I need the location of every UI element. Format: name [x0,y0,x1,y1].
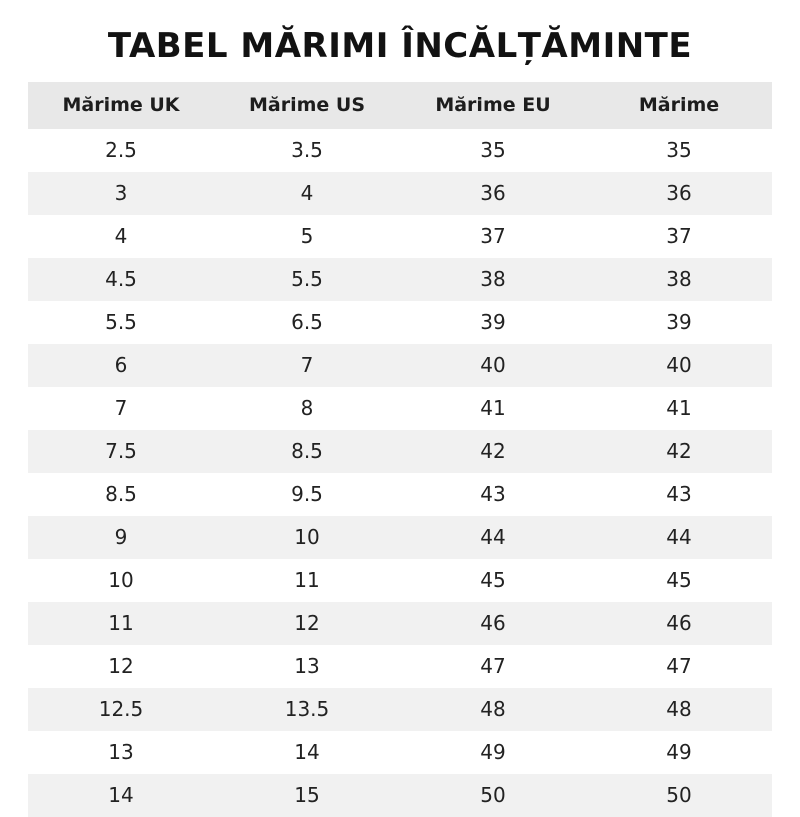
table-row [28,516,772,559]
table-cell: 6.5 [214,301,400,344]
table-cell: 39 [586,301,772,344]
table-cell: 42 [586,430,772,473]
table-cell: 14 [214,731,400,774]
table-cell: 45 [586,559,772,602]
size-table-container [28,82,772,817]
shoe-size-table [28,82,772,817]
table-row [28,172,772,215]
table-cell: 48 [586,688,772,731]
table-row [28,129,772,172]
table-cell: 8 [214,387,400,430]
table-cell: 35 [586,129,772,172]
table-cell: 47 [400,645,586,688]
table-cell: 50 [586,774,772,817]
table-cell: 13 [28,731,214,774]
table-cell: 45 [400,559,586,602]
table-cell: 41 [586,387,772,430]
table-cell: 38 [400,258,586,301]
table-header-row [28,82,772,129]
table-cell: 11 [28,602,214,645]
table-cell: 12 [214,602,400,645]
table-cell: 14 [28,774,214,817]
table-cell: 47 [586,645,772,688]
table-row [28,344,772,387]
table-cell: 37 [586,215,772,258]
table-cell: 5.5 [28,301,214,344]
table-cell: 38 [586,258,772,301]
table-cell: 4 [214,172,400,215]
table-row [28,473,772,516]
table-cell: 9.5 [214,473,400,516]
column-header-us: Mărime US [214,82,400,129]
table-cell: 7 [28,387,214,430]
table-cell: 15 [214,774,400,817]
table-header [28,82,772,129]
table-body [28,129,772,817]
table-cell: 41 [400,387,586,430]
table-cell: 13 [214,645,400,688]
column-header-size: Mărime [586,82,772,129]
table-cell: 11 [214,559,400,602]
table-cell: 3.5 [214,129,400,172]
table-cell: 4 [28,215,214,258]
table-cell: 10 [214,516,400,559]
table-row [28,774,772,817]
table-cell: 46 [400,602,586,645]
table-cell: 8.5 [28,473,214,516]
table-cell: 36 [400,172,586,215]
table-row [28,602,772,645]
table-cell: 35 [400,129,586,172]
table-cell: 5 [214,215,400,258]
table-cell: 49 [400,731,586,774]
table-cell: 44 [586,516,772,559]
table-cell: 48 [400,688,586,731]
table-cell: 9 [28,516,214,559]
table-cell: 43 [586,473,772,516]
table-row [28,430,772,473]
table-cell: 8.5 [214,430,400,473]
table-cell: 43 [400,473,586,516]
table-row [28,688,772,731]
table-row [28,559,772,602]
table-cell: 46 [586,602,772,645]
table-row [28,731,772,774]
table-cell: 40 [586,344,772,387]
table-cell: 44 [400,516,586,559]
page-title: TABEL MĂRIMI ÎNCĂLȚĂMINTE [107,26,693,66]
table-cell: 10 [28,559,214,602]
table-cell: 2.5 [28,129,214,172]
column-header-eu: Mărime EU [400,82,586,129]
table-cell: 12.5 [28,688,214,731]
table-cell: 5.5 [214,258,400,301]
table-cell: 13.5 [214,688,400,731]
table-cell: 36 [586,172,772,215]
table-cell: 4.5 [28,258,214,301]
table-cell: 3 [28,172,214,215]
table-row [28,387,772,430]
column-header-uk: Mărime UK [28,82,214,129]
table-cell: 40 [400,344,586,387]
table-row [28,645,772,688]
table-row [28,301,772,344]
table-cell: 50 [400,774,586,817]
table-row [28,258,772,301]
table-cell: 49 [586,731,772,774]
table-cell: 39 [400,301,586,344]
table-cell: 7.5 [28,430,214,473]
table-cell: 7 [214,344,400,387]
table-cell: 42 [400,430,586,473]
table-cell: 37 [400,215,586,258]
table-cell: 6 [28,344,214,387]
table-cell: 12 [28,645,214,688]
table-row [28,215,772,258]
